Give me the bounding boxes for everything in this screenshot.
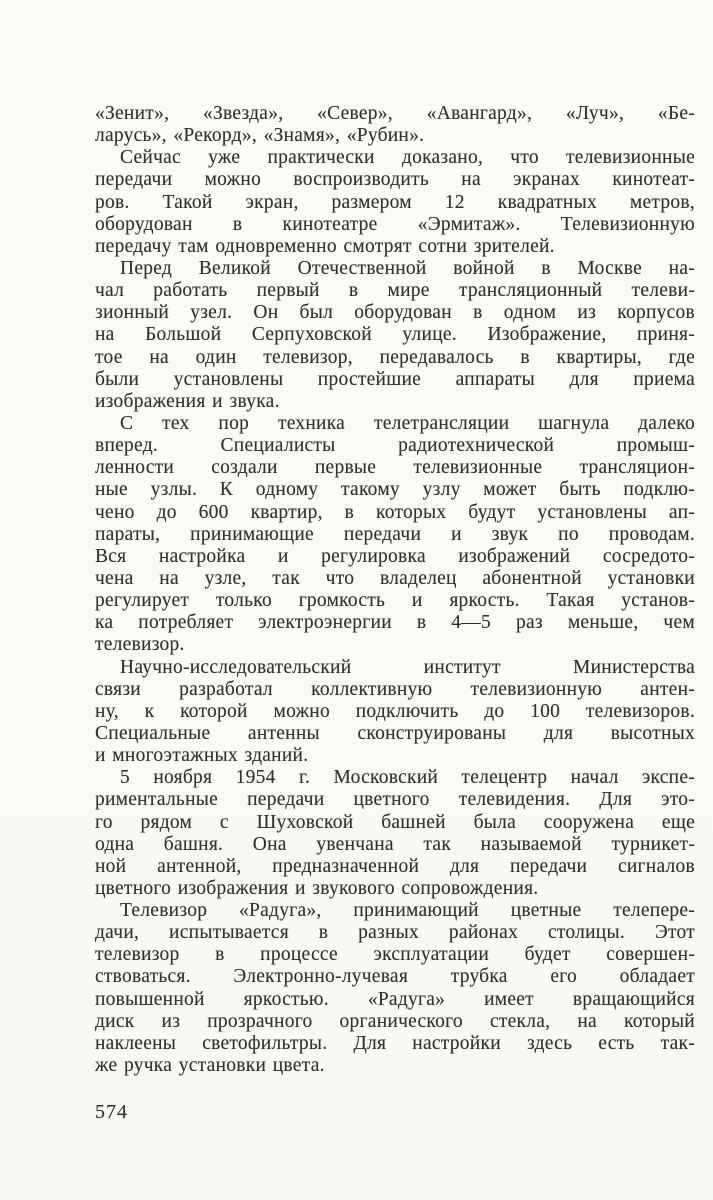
text-line: С тех пор техника телетрансляции шагнула далеко bbox=[120, 412, 695, 434]
text-line: и многоэтажных зданий. bbox=[95, 745, 309, 767]
text-line: Вся настройка и регулировка изображений сосредото- bbox=[95, 545, 695, 567]
text-line: чал работать первый в мире трансляционный телеви- bbox=[95, 280, 695, 302]
text-line: ной антенной, предназначенной для передачи сигналов bbox=[95, 855, 695, 877]
paragraph bbox=[95, 258, 695, 413]
text-line: го рядом с Шуховской башней была сооружена еще bbox=[95, 811, 695, 833]
text-line: вперед. Специалисты радиотехнической промыш- bbox=[95, 435, 695, 457]
text-line: ка потребляет электроэнергии в 4—5 раз меньше, чем bbox=[95, 612, 695, 634]
text-line: телевизор. bbox=[95, 634, 185, 656]
page-number: 574 bbox=[95, 1101, 128, 1123]
text-line: 5 ноября 1954 г. Московский телецентр начал экспе- bbox=[120, 767, 695, 789]
text-line: передачи можно воспроизводить на экранах кинотеат- bbox=[95, 169, 695, 191]
text-line: Научно-исследовательский институт Министерства bbox=[120, 656, 695, 678]
text-line: ствоваться. Электронно-лучевая трубка его обладает bbox=[95, 966, 695, 988]
text-line: были установлены простейшие аппараты для приема bbox=[95, 368, 695, 390]
text-line: телевизор в процессе эксплуатации будет совершен- bbox=[95, 944, 695, 966]
text-line: чено до 600 квартир, в которых будут установлены ап- bbox=[95, 501, 695, 523]
text-line: дачи, испытывается в разных районах столицы. Этот bbox=[95, 922, 695, 944]
page-text bbox=[95, 103, 695, 1077]
paragraph bbox=[95, 900, 695, 1077]
paragraph bbox=[95, 767, 695, 900]
text-line: ларусь», «Рекорд», «Знамя», «Рубин». bbox=[95, 125, 425, 147]
text-line: параты, принимающие передачи и звук по проводам. bbox=[95, 523, 695, 545]
text-line: «Зенит», «Звезда», «Север», «Авангард», «Луч», «Бе- bbox=[95, 103, 695, 124]
text-line: же ручка установки цвета. bbox=[95, 1055, 325, 1077]
text-line: чена на узле, так что владелец абонентной установки bbox=[95, 567, 695, 589]
text-line: ров. Такой экран, размером 12 квадратных метров, bbox=[95, 191, 695, 213]
text-line: регулирует только громкость и яркость. Такая установ- bbox=[95, 590, 695, 612]
text-line: изображения и звука. bbox=[95, 390, 280, 412]
text-line: цветного изображения и звукового сопровождения. bbox=[95, 877, 539, 899]
text-line: зионный узел. Он был оборудован в одном из корпусов bbox=[95, 302, 695, 324]
text-line: на Большой Серпуховской улице. Изображение, приня- bbox=[95, 324, 695, 346]
paragraph bbox=[95, 413, 695, 657]
paragraph bbox=[95, 147, 695, 258]
text-line: ленности создали первые телевизионные трансляцион- bbox=[95, 457, 695, 479]
text-line: повышенной яркостью. «Радуга» имеет вращающийся bbox=[95, 988, 695, 1010]
text-line: Сейчас уже практически доказано, что телевизионные bbox=[120, 147, 695, 169]
text-line: Перед Великой Отечественной войной в Москве на- bbox=[120, 257, 695, 279]
text-line: наклеены светофильтры. Для настройки здесь есть так- bbox=[95, 1032, 695, 1054]
text-line: оборудован в кинотеатре «Эрмитаж». Телевизионную bbox=[95, 213, 695, 235]
text-line: тое на один телевизор, передавалось в квартиры, где bbox=[95, 346, 695, 368]
text-line: связи разработал коллективную телевизионную антен- bbox=[95, 678, 695, 700]
text-line: ну, к которой можно подключить до 100 телевизоров. bbox=[95, 700, 695, 722]
paragraph bbox=[95, 103, 695, 147]
text-line: Специальные антенны сконструированы для высотных bbox=[95, 722, 695, 744]
paragraph bbox=[95, 657, 695, 768]
text-line: риментальные передачи цветного телевидения. Для это- bbox=[95, 789, 695, 811]
text-line: диск из прозрачного органического стекла, на который bbox=[95, 1010, 695, 1032]
text-line: передачу там одновременно смотрят сотни зрителей. bbox=[95, 235, 555, 257]
text-line: одна башня. Она увенчана так называемой турникет- bbox=[95, 833, 695, 855]
text-line: Телевизор «Радуга», принимающий цветные телепере- bbox=[120, 900, 695, 922]
text-line: ные узлы. К одному такому узлу может быть подклю- bbox=[95, 479, 695, 501]
